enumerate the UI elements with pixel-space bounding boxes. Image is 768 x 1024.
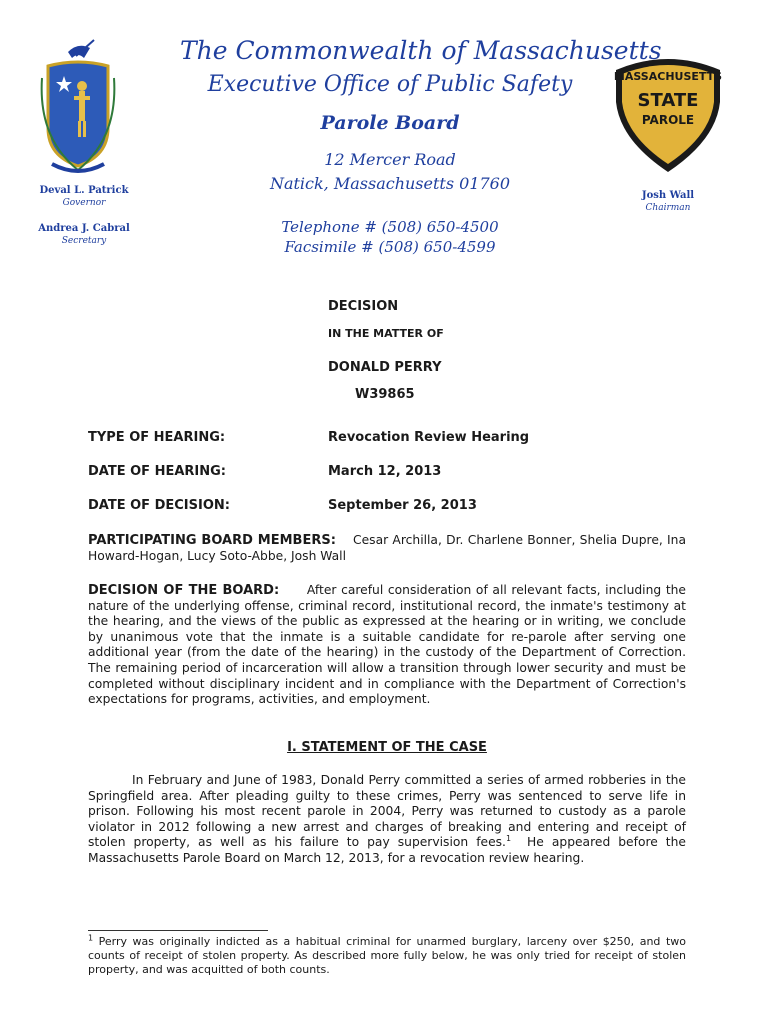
governor-name: Deval L. Patrick [39, 185, 129, 196]
parole-badge-icon [612, 52, 724, 176]
secretary-name: Andrea J. Cabral [38, 223, 130, 234]
governor-title: Governor [62, 198, 106, 208]
section-title-statement-of-case: I. STATEMENT OF THE CASE [287, 740, 487, 755]
footnote-text: Perry was originally indicted as a habitual criminal for unarmed burglary, larceny over $250, and two counts of receipt of stolen property. As described more fully below, he was only tried for receipt of stolen property, and was acquitted of both counts. [88, 935, 686, 976]
badge-line-3: PAROLE [641, 113, 695, 127]
footnote-marker: 1 [88, 933, 94, 943]
hearing-date-value: March 12, 2013 [328, 464, 442, 479]
chairman-name: Josh Wall [641, 190, 695, 201]
footnote-divider [88, 930, 268, 931]
state-parole-badge [612, 52, 724, 176]
state-seal [38, 38, 118, 178]
board-decision-paragraph [88, 583, 686, 708]
letterhead-title-office: Executive Office of Public Safety [207, 72, 573, 97]
statement-of-case-paragraph [88, 773, 686, 867]
seal-emblem-icon [38, 38, 118, 178]
board-members-paragraph [88, 533, 686, 564]
footnote [88, 935, 686, 977]
board-decision-label: DECISION OF THE BOARD: [88, 583, 280, 598]
letterhead-title-board: Parole Board [320, 112, 460, 134]
hearing-date-label: DATE OF HEARING: [88, 464, 226, 479]
inmate-name: DONALD PERRY [328, 360, 442, 375]
footnote-reference: 1 [505, 834, 512, 844]
statement-text-continued: He appeared before the Massachusetts Parole Board on March 12, 2013, for a revocation review hearing. [88, 835, 686, 865]
telephone-number: Telephone # (508) 650-4500 [281, 218, 499, 236]
decision-heading: DECISION [328, 299, 399, 314]
letterhead-title-commonwealth: The Commonwealth of Massachusetts [180, 36, 662, 65]
decision-date-label: DATE OF DECISION: [88, 498, 230, 513]
address-line-2: Natick, Massachusetts 01760 [269, 174, 511, 193]
board-decision-text: After careful consideration of all relevant facts, including the nature of the underlying offense, criminal record, institutional record, the inmate's testimony at the hearing, and the views of the public as expressed at the hearing or in writing, we conclude by unanimous vote that the inmate is a suitable candidate for re-parole after serving one additional year (from the date of the hearing) in the custody of the Department of Correction. The remaining period of incarceration will allow a transition through lower security and must be completed without disciplinary incident and in compliance with the Department of Correction's expectations for programs, activities, and employment. [88, 583, 686, 707]
badge-line-2: STATE [637, 90, 699, 111]
statement-text: In February and June of 1983, Donald Perry committed a series of armed robberies in the Springfield area. After pleading guilty to these crimes, Perry was sentenced to serve life in prison. Following his most recent parole in 2004, Perry was returned to custody as a parole violator in 2012 following a new arrest and charges of breaking and entering and receipt of stolen property, as well as his failure to pay supervision fees. [88, 773, 686, 850]
badge-line-1: MASSACHUSETTS [613, 70, 723, 83]
secretary-title: Secretary [61, 236, 107, 246]
address-line-1: 12 Mercer Road [324, 150, 456, 169]
hearing-type-value: Revocation Review Hearing [328, 430, 530, 445]
decision-subheading: IN THE MATTER OF [328, 327, 444, 340]
facsimile-number: Facsimile # (508) 650-4599 [284, 238, 496, 256]
board-members-list: Cesar Archilla, Dr. Charlene Bonner, Shelia Dupre, Ina Howard-Hogan, Lucy Soto-Abbe, Josh Wall [88, 533, 687, 563]
chairman-title: Chairman [645, 203, 691, 213]
hearing-type-label: TYPE OF HEARING: [88, 430, 226, 445]
inmate-id: W39865 [355, 387, 415, 402]
decision-date-value: September 26, 2013 [328, 498, 477, 513]
board-members-label: PARTICIPATING BOARD MEMBERS: [88, 533, 336, 548]
